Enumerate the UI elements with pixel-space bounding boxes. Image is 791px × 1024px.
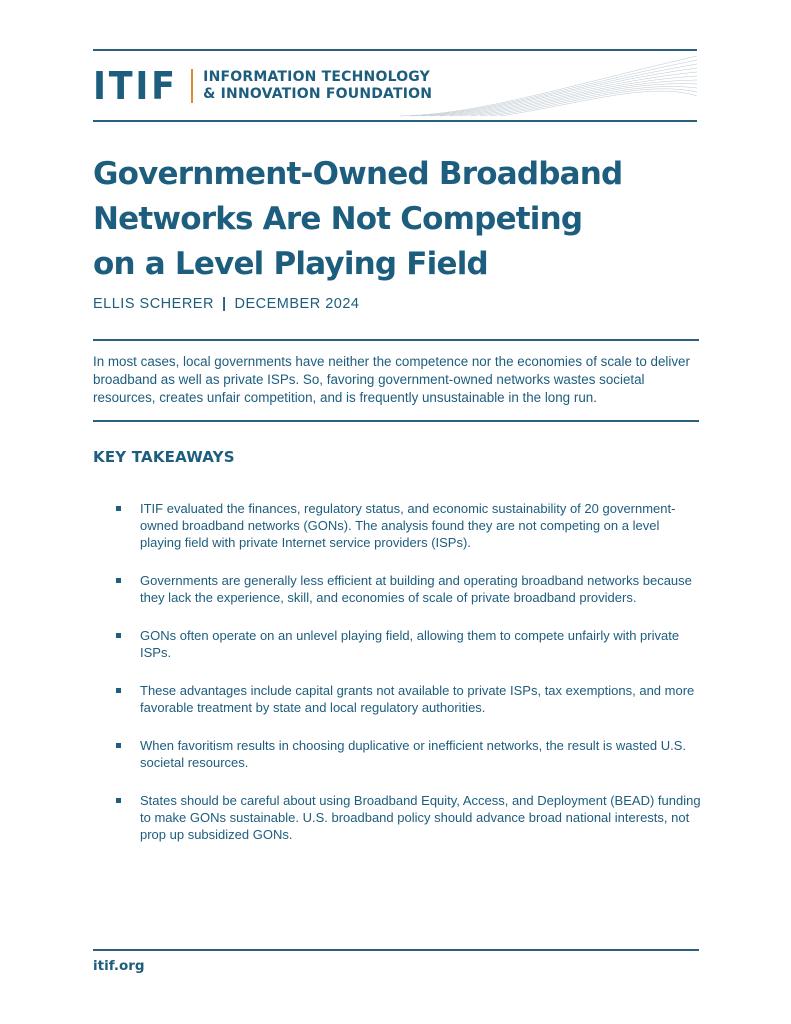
- publication-date: DECEMBER 2024: [234, 296, 360, 312]
- itif-logo[interactable]: [93, 66, 432, 106]
- takeaway-item: States should be careful about using Broadband Equity, Access, and Deployment (BEAD) funding to make GONs sustainable. U.S. broadband policy should advance broad national interests, not prop up subsidized GONs.: [112, 792, 702, 843]
- footer-website-link[interactable]: itif.org: [93, 958, 145, 974]
- byline: [93, 296, 359, 312]
- header-wave-graphic: [400, 50, 697, 120]
- takeaway-item: These advantages include capital grants not available to private ISPs, tax exemptions, and more favorable treatment by state and local regulatory authorities.: [112, 682, 702, 716]
- logo-mark: ITIF: [93, 64, 178, 108]
- summary-text: In most cases, local governments have neither the competence nor the economies of scale to deliver broadband as well as private ISPs. So, favoring government-owned networks wastes societal resources, creates unfair competition, and is frequently unsustainable in the long run.: [93, 354, 690, 405]
- footer-rule: [93, 949, 699, 951]
- key-takeaways-list: [112, 498, 702, 843]
- summary-bottom-rule: [93, 420, 699, 422]
- logo-line-2: & INNOVATION FOUNDATION: [203, 86, 433, 102]
- report-title: [93, 152, 623, 287]
- takeaway-item: Governments are generally less efficient at building and operating broadband networks because they lack the experience, skill, and economies of scale of private broadband providers.: [112, 572, 702, 606]
- logo-line-1: INFORMATION TECHNOLOGY: [203, 69, 431, 85]
- title-line: Government-Owned Broadband: [93, 156, 623, 192]
- takeaway-item: GONs often operate on an unlevel playing field, allowing them to compete unfairly with private ISPs.: [112, 627, 702, 661]
- logo-divider: [191, 69, 193, 103]
- byline-separator: |: [221, 296, 227, 312]
- author-name: ELLIS SCHERER: [93, 296, 214, 312]
- key-takeaways-heading: KEY TAKEAWAYS: [93, 448, 235, 466]
- title-line: on a Level Playing Field: [93, 246, 488, 282]
- summary-top-rule: [93, 339, 699, 341]
- takeaway-item: When favoritism results in choosing duplicative or inefficient networks, the result is wasted U.S. societal resources.: [112, 737, 702, 771]
- takeaway-item: ITIF evaluated the finances, regulatory status, and economic sustainability of 20 government-owned broadband networks (GONs). The analysis found they are not competing on a level playing field with private Internet service providers (ISPs).: [112, 500, 702, 551]
- logo-wordmark: [203, 69, 432, 103]
- title-line: Networks Are Not Competing: [93, 201, 583, 237]
- header-bottom-rule: [93, 120, 697, 122]
